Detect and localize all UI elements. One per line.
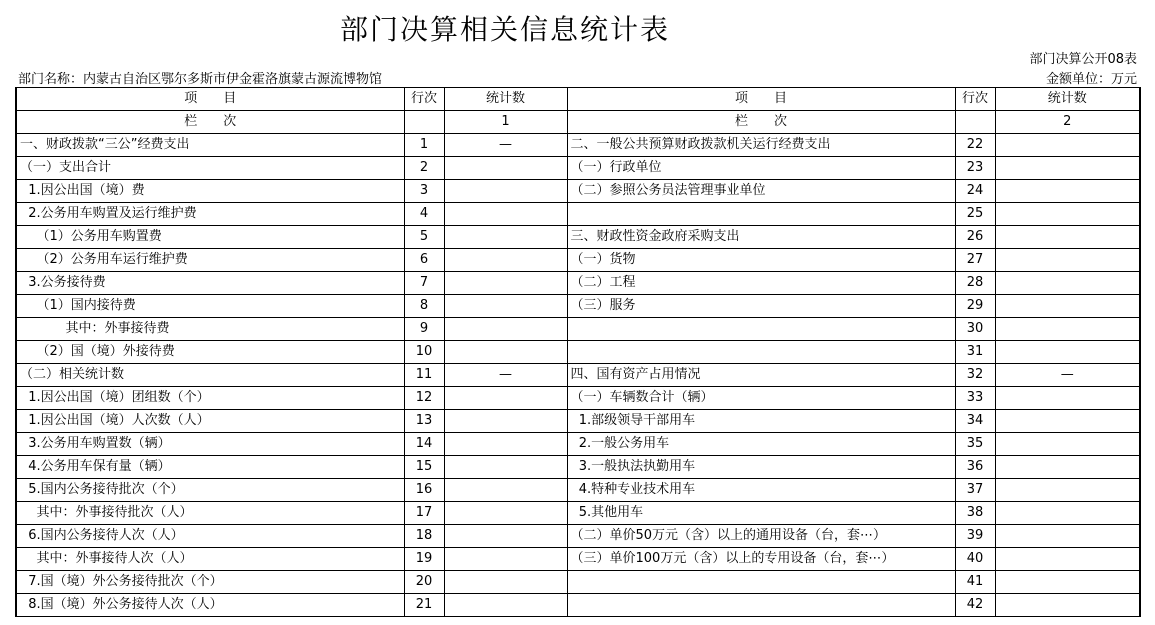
left-value-cell (444, 318, 567, 341)
left-item-cell: （一）支出合计 (16, 157, 404, 180)
table-row (16, 525, 1140, 548)
right-value-cell (995, 318, 1140, 341)
statistics-table (15, 87, 1141, 617)
department-name: 部门名称：内蒙古自治区鄂尔多斯市伊金霍洛旗蒙古源流博物馆 (18, 72, 383, 87)
header-item-right: 项 目 (567, 88, 955, 111)
right-row-no-cell: 32 (955, 364, 995, 387)
left-item-cell: （2）国（境）外接待费 (16, 341, 404, 364)
table-row (16, 433, 1140, 456)
column-index-blank-left (404, 111, 444, 134)
table-row (16, 548, 1140, 571)
left-row-no-cell: 3 (404, 180, 444, 203)
left-value-cell (444, 525, 567, 548)
right-value-cell (995, 502, 1140, 525)
right-row-no-cell: 26 (955, 226, 995, 249)
column-index-blank-right (955, 111, 995, 134)
left-value-cell (444, 594, 567, 617)
table-row (16, 134, 1140, 157)
form-code: 部门决算公开08表 (1029, 52, 1137, 67)
right-item-cell: 二、一般公共预算财政拨款机关运行经费支出 (567, 134, 955, 157)
right-item-cell (567, 203, 955, 226)
left-item-cell: 7.国（境）外公务接待批次（个） (16, 571, 404, 594)
header-stat-count-right: 统计数 (995, 88, 1140, 111)
right-value-cell (995, 295, 1140, 318)
left-row-no-cell: 10 (404, 341, 444, 364)
left-row-no-cell: 7 (404, 272, 444, 295)
left-row-no-cell: 4 (404, 203, 444, 226)
right-value-cell (995, 249, 1140, 272)
right-value-cell (995, 157, 1140, 180)
column-label-left: 栏 次 (16, 111, 404, 134)
right-value-cell (995, 571, 1140, 594)
left-row-no-cell: 17 (404, 502, 444, 525)
right-row-no-cell: 31 (955, 341, 995, 364)
table-row (16, 157, 1140, 180)
left-item-cell: 3.公务用车购置数（辆） (16, 433, 404, 456)
column-index-row (16, 111, 1140, 134)
table-row (16, 226, 1140, 249)
table-row (16, 456, 1140, 479)
right-item-cell: （二）工程 (567, 272, 955, 295)
left-row-no-cell: 8 (404, 295, 444, 318)
right-row-no-cell: 23 (955, 157, 995, 180)
table-row (16, 502, 1140, 525)
right-row-no-cell: 39 (955, 525, 995, 548)
right-row-no-cell: 25 (955, 203, 995, 226)
left-value-cell (444, 571, 567, 594)
right-value-cell (995, 272, 1140, 295)
left-value-cell (444, 456, 567, 479)
left-value-cell (444, 203, 567, 226)
left-value-cell (444, 157, 567, 180)
left-value-cell (444, 295, 567, 318)
left-item-cell: 4.公务用车保有量（辆） (16, 456, 404, 479)
right-item-cell: （二）参照公务员法管理事业单位 (567, 180, 955, 203)
right-row-no-cell: 38 (955, 502, 995, 525)
table-row (16, 364, 1140, 387)
left-row-no-cell: 15 (404, 456, 444, 479)
left-item-cell: 1.因公出国（境）费 (16, 180, 404, 203)
right-value-cell (995, 525, 1140, 548)
left-row-no-cell: 12 (404, 387, 444, 410)
left-value-cell (444, 433, 567, 456)
left-item-cell: （1）公务用车购置费 (16, 226, 404, 249)
table-row (16, 479, 1140, 502)
right-value-cell (995, 479, 1140, 502)
table-row (16, 318, 1140, 341)
header-row (16, 88, 1140, 111)
right-value-cell (995, 203, 1140, 226)
table-row (16, 180, 1140, 203)
right-row-no-cell: 41 (955, 571, 995, 594)
left-value-cell (444, 479, 567, 502)
header-row-no-left: 行次 (404, 88, 444, 111)
left-row-no-cell: 14 (404, 433, 444, 456)
right-item-cell (567, 318, 955, 341)
right-row-no-cell: 42 (955, 594, 995, 617)
left-item-cell: 1.因公出国（境）人次数（人） (16, 410, 404, 433)
left-row-no-cell: 16 (404, 479, 444, 502)
right-value-cell (995, 433, 1140, 456)
left-row-no-cell: 2 (404, 157, 444, 180)
right-row-no-cell: 24 (955, 180, 995, 203)
right-row-no-cell: 29 (955, 295, 995, 318)
right-value-cell (995, 226, 1140, 249)
right-value-cell (995, 180, 1140, 203)
left-row-no-cell: 6 (404, 249, 444, 272)
left-row-no-cell: 18 (404, 525, 444, 548)
left-item-cell: 5.国内公务接待批次（个） (16, 479, 404, 502)
right-value-cell (995, 134, 1140, 157)
left-item-cell: 8.国（境）外公务接待人次（人） (16, 594, 404, 617)
right-item-cell: 4.特种专业技术用车 (567, 479, 955, 502)
left-row-no-cell: 19 (404, 548, 444, 571)
right-item-cell: （三）服务 (567, 295, 955, 318)
left-value-cell (444, 249, 567, 272)
right-value-cell (995, 387, 1140, 410)
left-value-cell (444, 548, 567, 571)
left-value-cell (444, 387, 567, 410)
table-row (16, 571, 1140, 594)
left-value-cell (444, 272, 567, 295)
right-item-cell: 1.部级领导干部用车 (567, 410, 955, 433)
right-row-no-cell: 22 (955, 134, 995, 157)
right-value-cell (995, 410, 1140, 433)
right-row-no-cell: 40 (955, 548, 995, 571)
table-row (16, 272, 1140, 295)
right-value-cell (995, 548, 1140, 571)
right-row-no-cell: 27 (955, 249, 995, 272)
right-row-no-cell: 30 (955, 318, 995, 341)
left-row-no-cell: 1 (404, 134, 444, 157)
right-row-no-cell: 37 (955, 479, 995, 502)
right-row-no-cell: 36 (955, 456, 995, 479)
left-row-no-cell: 21 (404, 594, 444, 617)
table-row (16, 410, 1140, 433)
left-item-cell: 其中：外事接待人次（人） (16, 548, 404, 571)
left-value-cell (444, 502, 567, 525)
left-row-no-cell: 9 (404, 318, 444, 341)
right-row-no-cell: 35 (955, 433, 995, 456)
header-stat-count-left: 统计数 (444, 88, 567, 111)
left-row-no-cell: 20 (404, 571, 444, 594)
right-item-cell: （一）车辆数合计（辆） (567, 387, 955, 410)
table-row (16, 295, 1140, 318)
right-item-cell: 3.一般执法执勤用车 (567, 456, 955, 479)
left-value-cell (444, 180, 567, 203)
right-item-cell: 5.其他用车 (567, 502, 955, 525)
right-value-cell (995, 456, 1140, 479)
left-item-cell: 一、财政拨款“三公”经费支出 (16, 134, 404, 157)
right-item-cell: （一）行政单位 (567, 157, 955, 180)
right-item-cell: （二）单价50万元（含）以上的通用设备（台，套⋯） (567, 525, 955, 548)
left-row-no-cell: 5 (404, 226, 444, 249)
header-item-left: 项 目 (16, 88, 404, 111)
left-value-cell (444, 226, 567, 249)
table-row (16, 203, 1140, 226)
column-index-1: 1 (444, 111, 567, 134)
header-row-no-right: 行次 (955, 88, 995, 111)
table-row (16, 249, 1140, 272)
left-row-no-cell: 11 (404, 364, 444, 387)
left-row-no-cell: 13 (404, 410, 444, 433)
left-item-cell: 6.国内公务接待人次（人） (16, 525, 404, 548)
left-value-cell (444, 341, 567, 364)
amount-unit: 金额单位：万元 (1045, 72, 1137, 87)
left-value-cell: — (444, 134, 567, 157)
left-item-cell: 其中：外事接待费 (16, 318, 404, 341)
right-item-cell: 三、财政性资金政府采购支出 (567, 226, 955, 249)
left-value-cell: — (444, 364, 567, 387)
left-item-cell: 2.公务用车购置及运行维护费 (16, 203, 404, 226)
right-value-cell (995, 341, 1140, 364)
right-item-cell (567, 571, 955, 594)
left-item-cell: （二）相关统计数 (16, 364, 404, 387)
table-row (16, 387, 1140, 410)
page-title: 部门决算相关信息统计表 (339, 13, 670, 46)
right-item-cell: （三）单价100万元（含）以上的专用设备（台，套⋯） (567, 548, 955, 571)
right-item-cell: 四、国有资产占用情况 (567, 364, 955, 387)
right-item-cell: （一）货物 (567, 249, 955, 272)
table-row (16, 341, 1140, 364)
right-item-cell: 2.一般公务用车 (567, 433, 955, 456)
left-value-cell (444, 410, 567, 433)
right-item-cell (567, 341, 955, 364)
right-value-cell: — (995, 364, 1140, 387)
left-item-cell: 1.因公出国（境）团组数（个） (16, 387, 404, 410)
column-index-2: 2 (995, 111, 1140, 134)
right-row-no-cell: 33 (955, 387, 995, 410)
left-item-cell: （2）公务用车运行维护费 (16, 249, 404, 272)
column-label-right: 栏 次 (567, 111, 955, 134)
right-value-cell (995, 594, 1140, 617)
left-item-cell: 其中：外事接待批次（人） (16, 502, 404, 525)
right-row-no-cell: 28 (955, 272, 995, 295)
table-row (16, 594, 1140, 617)
right-item-cell (567, 594, 955, 617)
left-item-cell: （1）国内接待费 (16, 295, 404, 318)
left-item-cell: 3.公务接待费 (16, 272, 404, 295)
right-row-no-cell: 34 (955, 410, 995, 433)
